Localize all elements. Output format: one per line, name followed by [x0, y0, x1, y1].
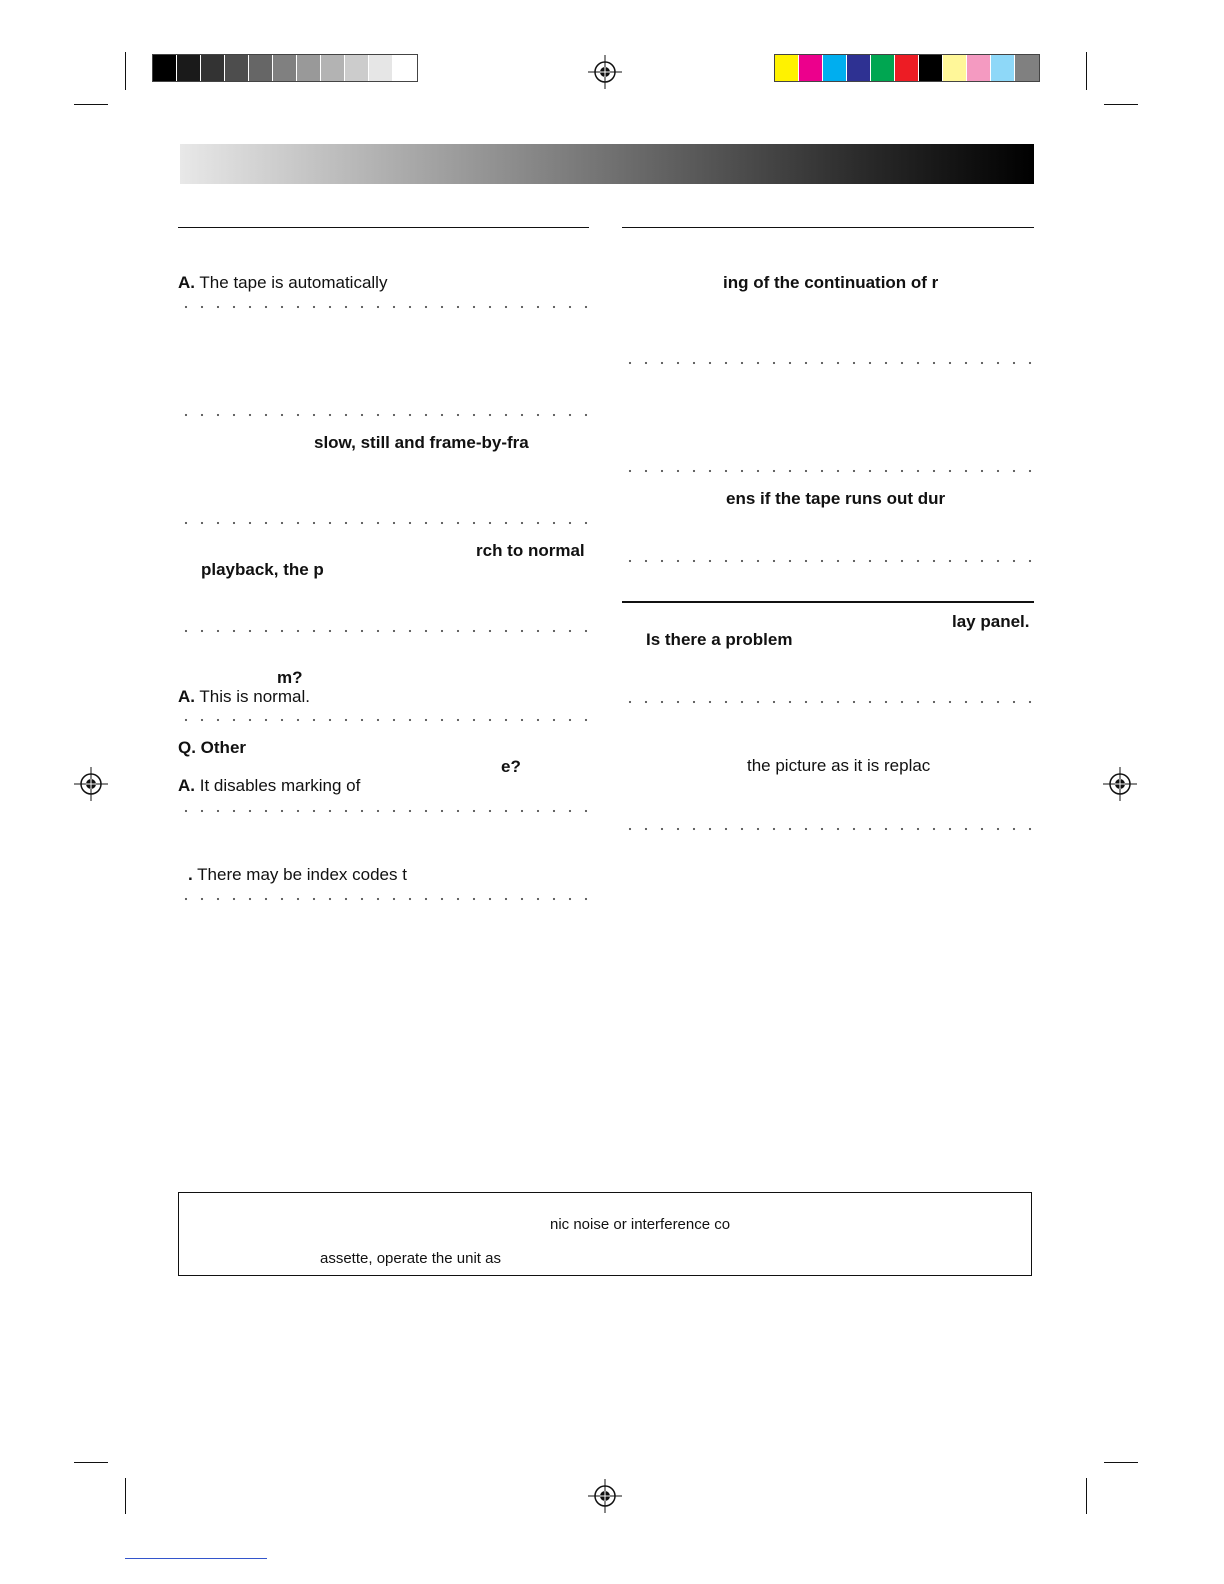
color-swatch	[775, 55, 799, 81]
registration-mark-icon	[588, 1479, 622, 1513]
grayscale-color-bar	[152, 54, 418, 82]
crop-mark	[1104, 1462, 1138, 1463]
crop-mark	[1086, 52, 1087, 90]
section-rule	[622, 601, 1034, 603]
dotted-separator	[178, 718, 589, 722]
dotted-separator	[622, 559, 1034, 563]
color-swatch	[967, 55, 991, 81]
crop-mark	[1086, 1478, 1087, 1514]
color-swatch	[991, 55, 1015, 81]
crop-mark	[125, 52, 126, 90]
color-swatch	[847, 55, 871, 81]
gray-swatch	[297, 55, 321, 81]
color-swatch	[871, 55, 895, 81]
gray-swatch	[393, 55, 417, 81]
dotted-separator	[178, 305, 589, 309]
gray-swatch	[177, 55, 201, 81]
right-question-3a: lay panel.	[952, 612, 1030, 631]
cmyk-color-bar	[774, 54, 1040, 82]
left-question-3a: rch to normal	[476, 541, 585, 560]
left-answer-4	[178, 687, 310, 707]
crop-mark	[1104, 104, 1138, 105]
gray-swatch	[249, 55, 273, 81]
crop-mark	[125, 1478, 126, 1514]
crop-mark	[74, 104, 108, 105]
gray-swatch	[369, 55, 393, 81]
answer-text: This is normal.	[199, 687, 310, 706]
answer-text: It disables marking of	[199, 776, 361, 795]
dotted-separator	[622, 469, 1034, 473]
answer-text: There may be index codes t	[197, 865, 407, 884]
color-swatch	[823, 55, 847, 81]
registration-mark-icon	[588, 55, 622, 89]
left-question-2: slow, still and frame-by-fra	[314, 433, 529, 452]
dotted-separator	[622, 827, 1034, 831]
dotted-separator	[178, 629, 589, 633]
color-swatch	[1015, 55, 1039, 81]
gray-swatch	[273, 55, 297, 81]
color-swatch	[943, 55, 967, 81]
gray-swatch	[345, 55, 369, 81]
gray-swatch	[321, 55, 345, 81]
color-swatch	[895, 55, 919, 81]
dotted-separator	[178, 413, 589, 417]
header-gradient-bar	[180, 144, 1034, 184]
registration-mark-icon	[74, 767, 108, 801]
left-question-5: Q. Other	[178, 738, 247, 757]
answer-label: .	[188, 865, 193, 884]
answer-text: The tape is automatically	[199, 273, 388, 292]
left-question-5-end: e?	[501, 757, 521, 776]
right-question-3b: Is there a problem	[646, 630, 793, 649]
color-swatch	[919, 55, 943, 81]
left-column-rule	[178, 227, 589, 228]
dotted-separator	[178, 809, 589, 813]
dotted-separator	[178, 521, 589, 525]
crop-mark	[74, 1462, 108, 1463]
color-swatch	[799, 55, 823, 81]
notice-line-2: assette, operate the unit as	[320, 1250, 501, 1267]
right-answer-3: the picture as it is replac	[747, 756, 931, 775]
footer-link-underline	[125, 1558, 267, 1559]
dotted-separator	[622, 700, 1034, 704]
registration-mark-icon	[1103, 767, 1137, 801]
dotted-separator	[178, 897, 589, 901]
left-question-4: m?	[277, 668, 303, 687]
dotted-separator	[622, 361, 1034, 365]
answer-label: A.	[178, 776, 195, 795]
gray-swatch	[153, 55, 177, 81]
left-answer-6	[188, 865, 407, 885]
gray-swatch	[201, 55, 225, 81]
right-column-rule	[622, 227, 1034, 228]
right-question-1: ing of the continuation of r	[723, 273, 939, 292]
right-question-2: ens if the tape runs out dur	[726, 489, 946, 508]
gray-swatch	[225, 55, 249, 81]
answer-label: A.	[178, 687, 195, 706]
left-answer-5	[178, 776, 360, 796]
notice-box	[178, 1192, 1032, 1276]
left-answer-1	[178, 273, 387, 293]
answer-label: A.	[178, 273, 195, 292]
notice-line-1: nic noise or interference co	[550, 1216, 731, 1233]
left-question-3b: playback, the p	[201, 560, 324, 579]
